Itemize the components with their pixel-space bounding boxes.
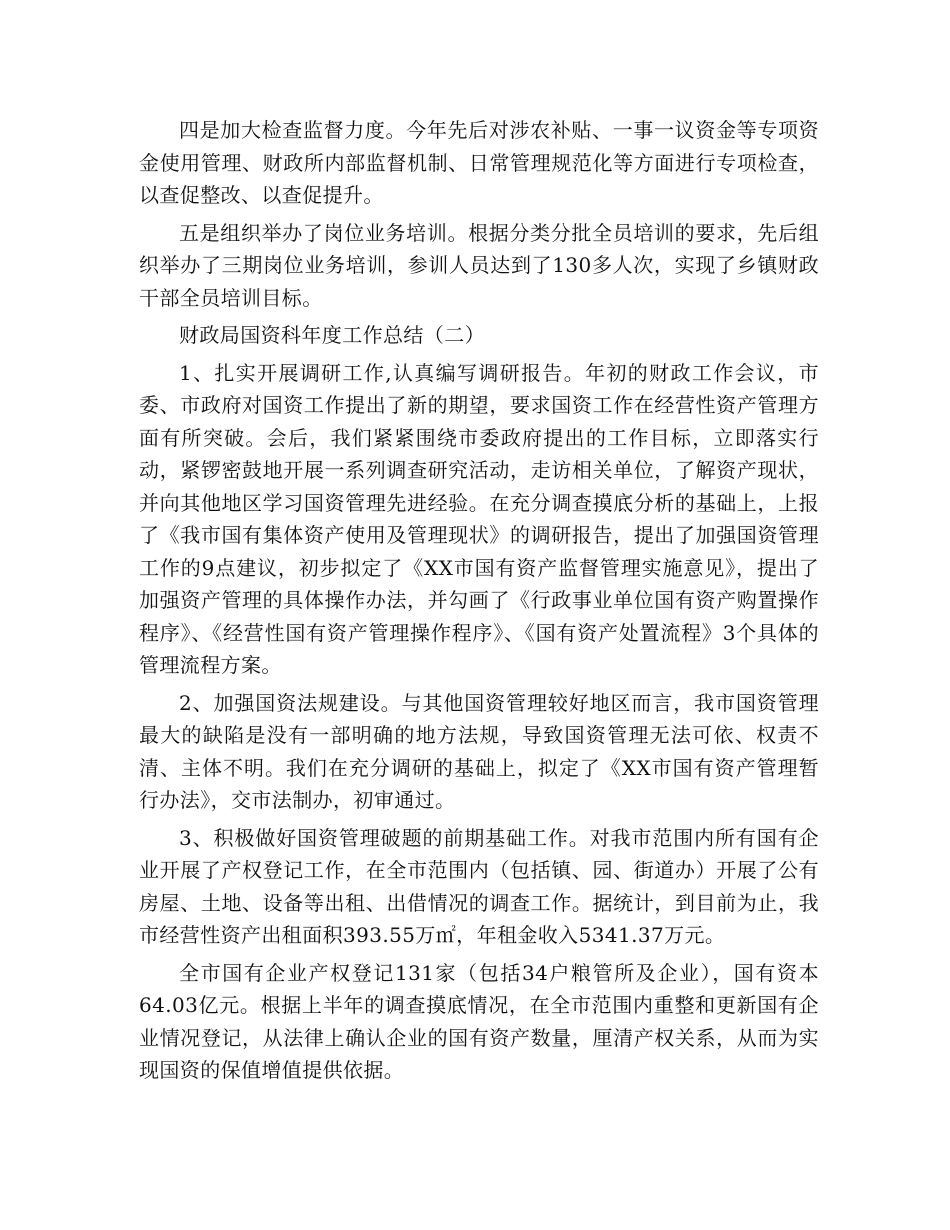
paragraph-groundwork: 3、积极做好国资管理破题的前期基础工作。对我市范围内所有国有企业开展了产权登记工作，在全市范围内（包括镇、园、街道办）开展了公有房屋、土地、设备等出租、出借情况的调查工作。据统计，到目前为止，我市经营性资产出租面积393.55万㎡，年租金收入5341.37万元。 bbox=[139, 825, 819, 947]
paragraph-regulation: 2、加强国资法规建设。与其他国资管理较好地区而言，我市国资管理最大的缺陷是没有一部明确的地方法规，导致国资管理无法可依、权责不清、主体不明。我们在充分调研的基础上，拟定了《XX市国有资产管理暂行办法》，交市法制办，初审通过。 bbox=[139, 690, 819, 812]
document-body bbox=[139, 114, 819, 1092]
section-heading: 财政局国资科年度工作总结（二） bbox=[179, 323, 485, 347]
paragraph-inspection: 四是加大检查监督力度。今年先后对涉农补贴、一事一议资金等专项资金使用管理、财政所内部监督机制、日常管理规范化等方面进行专项检查，以查促整改、以查促提升。 bbox=[139, 118, 819, 207]
paragraph-registration: 全市国有企业产权登记131家（包括34户粮管所及企业），国有资本64.03亿元。根据上半年的调查摸底情况，在全市范围内重整和更新国有企业情况登记，从法律上确认企业的国有资产数量，厘清产权关系，从而为实现国资的保值增值提供依据。 bbox=[139, 960, 819, 1082]
paragraph-training: 五是组织举办了岗位业务培训。根据分类分批全员培训的要求，先后组织举办了三期岗位业务培训，参训人员达到了130多人次，实现了乡镇财政干部全员培训目标。 bbox=[139, 220, 819, 310]
paragraph-research: 1、扎实开展调研工作,认真编写调研报告。年初的财政工作会议，市委、市政府对国资工作提出了新的期望，要求国资工作在经营性资产管理方面有所突破。会后，我们紧紧围绕市委政府提出的工作目标，立即落实行动，紧锣密鼓地开展一系列调查研究活动，走访相关单位，了解资产现状，并向其他地区学习国资管理先进经验。在充分调查摸底分析的基础上，上报了《我市国有集体资产使用及管理现状》的调研报告，提出了加强国资管理工作的9点建议，初步拟定了《XX市国有资产监督管理实施意见》，提出了加强资产管理的具体操作办法，并勾画了《行政事业单位国有资产购置操作程序》、《经营性国有资产管理操作程序》、《国有资产处置流程》3个具体的管理流程方案。 bbox=[139, 360, 819, 677]
